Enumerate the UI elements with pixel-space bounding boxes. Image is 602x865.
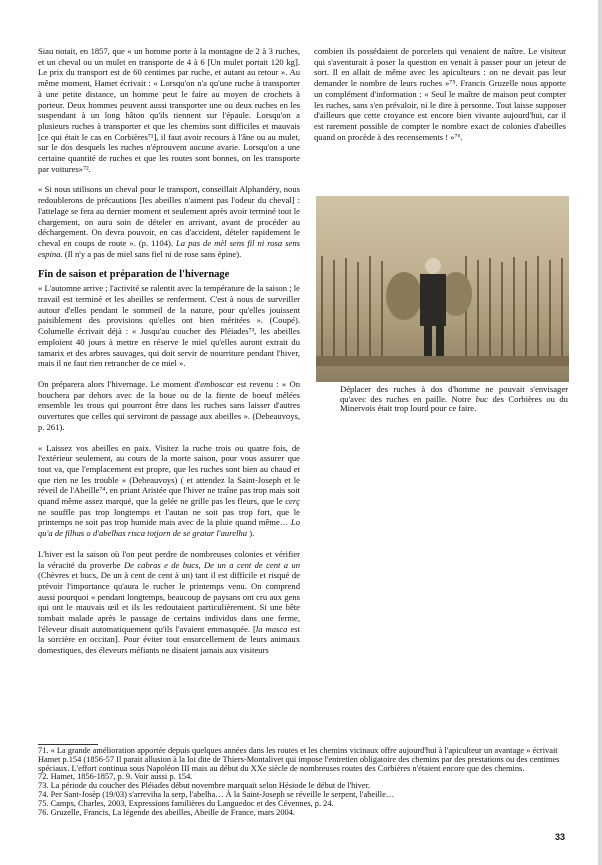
italic-proverb: De cabras e de bucs, De un a cent de cent a un: [123, 559, 300, 570]
photo-caption: [340, 385, 568, 414]
caption-text: Déplacer des ruches à dos d'homme ne pouvait s'envisager qu'avec des ruches en paille. Notre: [340, 384, 568, 404]
right-column: [314, 46, 566, 152]
proverb-translation: (Il n'y a pas de miel sans fiel ni de rose sans épine).: [64, 248, 242, 259]
paragraph-laissez: [38, 443, 300, 539]
footnote-73: 73. La période du coucher des Pléiades début novembre marquait selon Hésiode le début de l'hiver.: [38, 781, 370, 791]
text-run: « Laissez vos abeilles en paix. Visitez la ruche trois ou quatre fois, de l'extérieur seulement, au cours de la morte saison, pour vous assurer que tout va, que l'emplacement est propre, que les ruches sont bien au chaud et que rien ne les trouble » (Debeauvoys) ( et attendez la Saint-Joseph et le réveil de l'Abeille⁷⁴, en priant Aristée que l'hiver ne traîne pas trop mais soit quand même assez marqué, que la gelée ne grille pas les fleurs, que le: [38, 442, 300, 507]
page-edge: [598, 0, 602, 865]
proverb-occitan: La pas de mèl sens fil ni rosa sens espina.: [38, 237, 300, 259]
footnote-72: 72. Hamet, 1856-1857, p. 9. Voir aussi p. 154.: [38, 772, 193, 782]
alphandery-quote: « Si nous utilisons un cheval pour le transport, conseillait Alphandéry, nous redoublerons de précautions [les abeilles n'aiment pas l'odeur du cheval] : l'attelage se fera au dernier moment et seulement après avoir terminé tout le chargement, on aura soin de dételer en arrivant, avant de procéder au déchargement. On devra pouvoir, en cas d'accident, dételer rapidement le cheval en coups de route ». (p. 1104).: [38, 184, 300, 248]
footnote-rule: [38, 744, 98, 745]
paragraph-alphandery: [38, 184, 300, 259]
left-column: [38, 46, 300, 666]
italic-term: cerç: [285, 496, 300, 507]
text-run: ne souffle pas trop longtemps et l'autan ne soit pas trop fort, que le printemps ne soit pas trop humide mais avec de la pluie quand même…: [38, 506, 300, 528]
italic-proverb: Lo qu'a de filhas o d'abelhas risca totjorn de se gratar l'aurelha: [38, 517, 300, 539]
italic-term: emboscar: [200, 378, 234, 389]
page-number: 33: [555, 832, 566, 842]
text-run: est la sorcière en occitan]. Pour éviter tout ensorcellement de leurs animaux domestiques, des éleveurs méfiants ne disaient jamais aux visiteurs: [38, 623, 300, 656]
italic-term: la masca: [255, 623, 288, 634]
footnote-71: 71. « La grande amélioration apportée depuis quelques années dans les routes et les chemins vicinaux offre aujourd'hui à l'apiculteur un avantage » écrivait Hamet p.154 (1856-57 Il parait allusion à la loi dite de Thiers-Montalivet qui impose l'entretien obligatoire des chemins par des prestations ou des centimes spéciaux. L'effort continua sous Napoléon III mais au début du XXe siècle de nombreuses routes des Corbières n'étaient encore que des chemins.: [38, 746, 560, 773]
caption-italic: buc: [475, 393, 488, 404]
section-heading: Fin de saison et préparation de l'hivernage: [38, 269, 230, 281]
footnote-76: 76. Gruzelle, Francis, La légende des abeilles, Abeille de France, mars 2004.: [38, 807, 295, 817]
paragraph-porcelets: combien ils possédaient de porcelets qui venaient de naître. Le visiteur qui s'aventurait à poser la question en venait à passer pour un jeteur de sort. Il en allait de même avec les apiculteurs : on ne devait pas leur demander le nombre de leurs ruches »⁷⁵. Francis Gruzelle nous apporte un complément d'information : « Seul le maître de maison peut compter les ruches, sans s'en prévaloir, ni le dire à personne. Tout laisse supposer d'ailleurs que cette croyance est encore bien vivante aujourd'hui, car il est rarement possible de compter le nombre exact de colonies d'abeilles quand on procède à des recensements ! »⁷⁶.: [314, 46, 566, 142]
caption-text: des Corbières ou du Minervois était trop lourd pour ce faire.: [340, 393, 568, 413]
text-run: est revenu : « On bouchera par dehors avec de la boue ou de la fiente de boeuf mêlées ensemble les trous qui pourront être dans les ruches sans laisser d'autres ouvertures que celles qui serviront de passage aux abeilles ». (Debeauvoys, p. 261).: [38, 378, 301, 432]
text-run: ).: [247, 528, 255, 539]
footnote-75: 75. Camps, Charles, 2003, Expressions familières du Languedoc et des Cévennes, p. 24.: [38, 798, 334, 808]
footnotes: [38, 744, 566, 817]
text-run: On préparera alors l'hivernage. Le moment d': [38, 378, 201, 389]
text-run: (Chèvres et bucs, De un à cent de cent à un) tant il est difficile et risqué de prévoir l'importance qu'aura le rucher le printemps venu. On comprend aussi pourquoi « pendant longtemps, beaucoup de paysans ont cru aux gens qui ont le mauvais œil et ils les redoutaient particulièrement. Si une bête tombait malade après le passage de certains individus dans une ferme, l'éleveur disait automatiquement qu'ils l'avaient emmasquée. [: [38, 570, 300, 634]
paragraph-hiver: [38, 549, 300, 656]
paragraph-hivernage: [38, 379, 300, 433]
paragraph-transport: Siau notait, en 1857, que « un homme porte à la montagne de 2 à 3 ruches, et un cheval ou un mulet en transporte de 4 à 6 [Un mulet portait 120 kg]. Le prix du transport est de 60 centimes par ruche, et autant au retour ». Au même moment, Hamet écrivait : « Lorsqu'on n'a qu'une ruche à transporter à une petite distance, un homme peut le faire au moyen de crochets à porteur. Deux hommes peuvent aussi transporter une ou deux ruches en les suspendant à un long bâton qu'ils tiennent sur l'épaule. Lorsqu'on a plusieurs ruches à transporter et que les chemins sont difficiles et mauvais [ce qui était le cas en Corbières⁷¹], il faut avoir recours à l'âne ou au mulet, sur le dos desquels les ruches n'éprouvent aucune avarie. Lorsqu'on a une certaine quantité de ruches et que les routes sont bonnes, on les transporte par voitures»⁷².: [38, 46, 300, 174]
photo-man-carrying-hives: [316, 196, 569, 382]
photo-scene: [316, 256, 569, 366]
footnote-74: 74. Per Sant-Josèp (19/03) s'arreviha la serp, l'abelha… À la Saint-Joseph se réveille le serpent, l'abeille…: [38, 789, 395, 799]
text-run: L'hiver est la saison où l'on peut perdre de nombreuses colonies et vérifier la véracité du proverbe: [38, 548, 300, 570]
paragraph-autumn: « L'automne arrive ; l'activité se ralentit avec la température de la saison ; le travail est terminé et les abeilles se renferment. C'est à nous de surveiller autour d'elles pendant le sommeil de la nature, pour qu'elles jouissent paisiblement des provisions qu'elles ont bien méritées ». (Coupé). Columelle écrivait déjà : « Jusqu'au coucher des Pléiades⁷³, les abeilles emploient 40 jours à mettre en réserve le miel qu'elles auront extrait du tamarix et des arbres sauvages, qui doit servir de nourriture pendant l'hiver, mais il ne faut rien retrancher de ce miel ».: [38, 283, 300, 369]
